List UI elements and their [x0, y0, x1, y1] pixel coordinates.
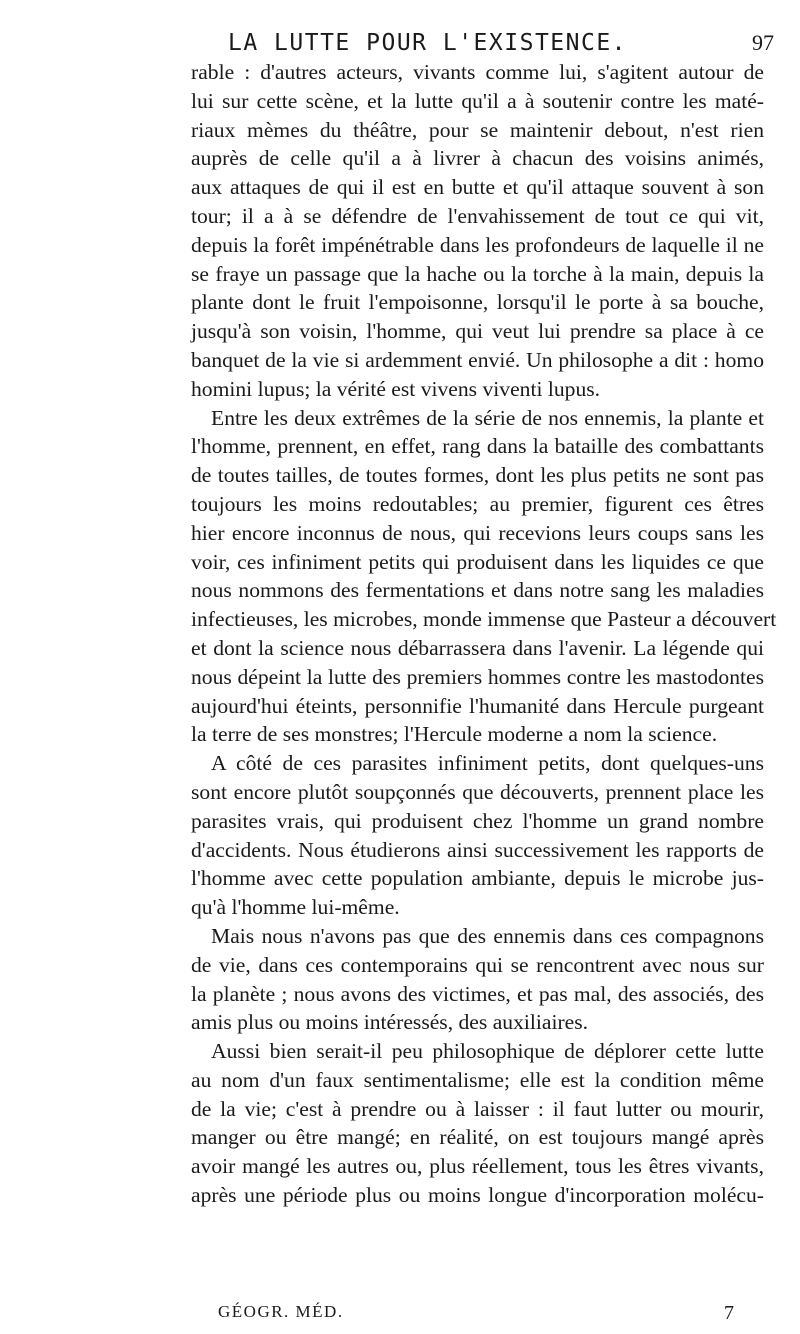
text-line: et dont la science nous débarrassera dans l'avenir. La légende qui	[191, 635, 764, 660]
text-line: la planète ; nous avons des victimes, et pas mal, des associés, des	[191, 981, 764, 1006]
text-line: après une période plus ou moins longue d'incorporation molécu-	[191, 1183, 764, 1208]
text-line: hier encore inconnus de nous, qui recevions leurs coups sans les	[191, 520, 764, 545]
text-line: tour; il a à se défendre de l'envahissement de tout ce qui vit,	[191, 203, 764, 228]
signature-mark: GÉOGR. MÉD.	[218, 1302, 344, 1321]
text-line: au nom d'un faux sentimentalisme; elle est la condition même	[191, 1067, 764, 1092]
text-line: sont encore plutôt soupçonnés que découverts, prennent place les	[191, 779, 764, 804]
text-line: nous nommons des fermentations et dans notre sang les maladies	[191, 578, 764, 603]
text-line: de la vie; c'est à prendre ou à laisser : il faut lutter ou mourir,	[191, 1096, 764, 1121]
text-line: nous dépeint la lutte des premiers hommes contre les mastodontes	[191, 664, 764, 689]
text-line: toujours les moins redoutables; au premier, figurent ces êtres	[191, 491, 764, 516]
text-line: auprès de celle qu'il a à livrer à chacun des voisins animés,	[191, 146, 764, 171]
page-number: 97	[752, 30, 774, 55]
text-line: A côté de ces parasites infiniment petits, dont quelques-uns	[211, 751, 764, 776]
text-line: plante dont le fruit l'empoisonne, lorsqu'il le porte à sa bouche,	[191, 290, 764, 315]
page-footer	[0, 1302, 800, 1330]
text-line: banquet de la vie si ardemment envié. Un philosophe a dit : homo	[191, 347, 764, 372]
text-line: Mais nous n'avons pas que des ennemis dans ces compagnons	[211, 923, 764, 948]
text-line: depuis la forêt impénétrable dans les profondeurs de laquelle il ne	[191, 232, 764, 257]
text-line: de toutes tailles, de toutes formes, dont les plus petits ne sont pas	[191, 463, 764, 488]
text-line: jusqu'à son voisin, l'homme, qui veut lui prendre sa place à ce	[191, 319, 764, 344]
running-title: LA LUTTE POUR L'EXISTENCE.	[228, 30, 628, 56]
text-line: aux attaques de qui il est en butte et qu'il attaque souvent à son	[191, 175, 764, 200]
text-line: amis plus ou moins intéressés, des auxiliaires.	[191, 1010, 589, 1035]
text-line: homini lupus; la vérité est vivens viventi lupus.	[191, 376, 601, 401]
body-text	[191, 58, 777, 1210]
text-line: parasites vrais, qui produisent chez l'homme un grand nombre	[191, 808, 764, 833]
text-line: d'accidents. Nous étudierons ainsi successivement les rapports de	[191, 837, 764, 862]
text-line: l'homme, prennent, en effet, rang dans la bataille des combattants	[191, 434, 764, 459]
text-line: lui sur cette scène, et la lutte qu'il a à soutenir contre les maté-	[191, 88, 764, 113]
text-line: manger ou être mangé; en réalité, on est toujours mangé après	[191, 1125, 764, 1150]
text-line: la terre de ses monstres; l'Hercule moderne a nom la science.	[191, 722, 718, 747]
text-line: rable : d'autres acteurs, vivants comme lui, s'agitent autour de	[191, 60, 764, 84]
text-line: qu'à l'homme lui-même.	[191, 895, 400, 920]
text-line: Entre les deux extrêmes de la série de nos ennemis, la plante et	[211, 405, 764, 430]
text-line: aujourd'hui éteints, personnifie l'humanité dans Hercule purgeant	[191, 693, 764, 718]
text-line: Aussi bien serait-il peu philosophique de déplorer cette lutte	[211, 1039, 764, 1064]
text-line: se fraye un passage que la hache ou la torche à la main, depuis la	[191, 261, 764, 286]
text-line: voir, ces infiniment petits qui produisent dans les liquides ce que	[191, 549, 764, 574]
text-line: riaux mèmes du théâtre, pour se maintenir debout, n'est rien	[191, 117, 764, 142]
text-line: l'homme avec cette population ambiante, depuis le microbe jus-	[191, 866, 764, 891]
signature-number: 7	[724, 1302, 734, 1324]
running-head	[0, 22, 800, 56]
text-line: infectieuses, les microbes, monde immense que Pasteur a découvert	[191, 607, 777, 632]
text-line: avoir mangé les autres ou, plus réellement, tous les êtres vivants,	[191, 1154, 764, 1179]
text-line: de vie, dans ces contemporains qui se rencontrent avec nous sur	[191, 952, 764, 977]
